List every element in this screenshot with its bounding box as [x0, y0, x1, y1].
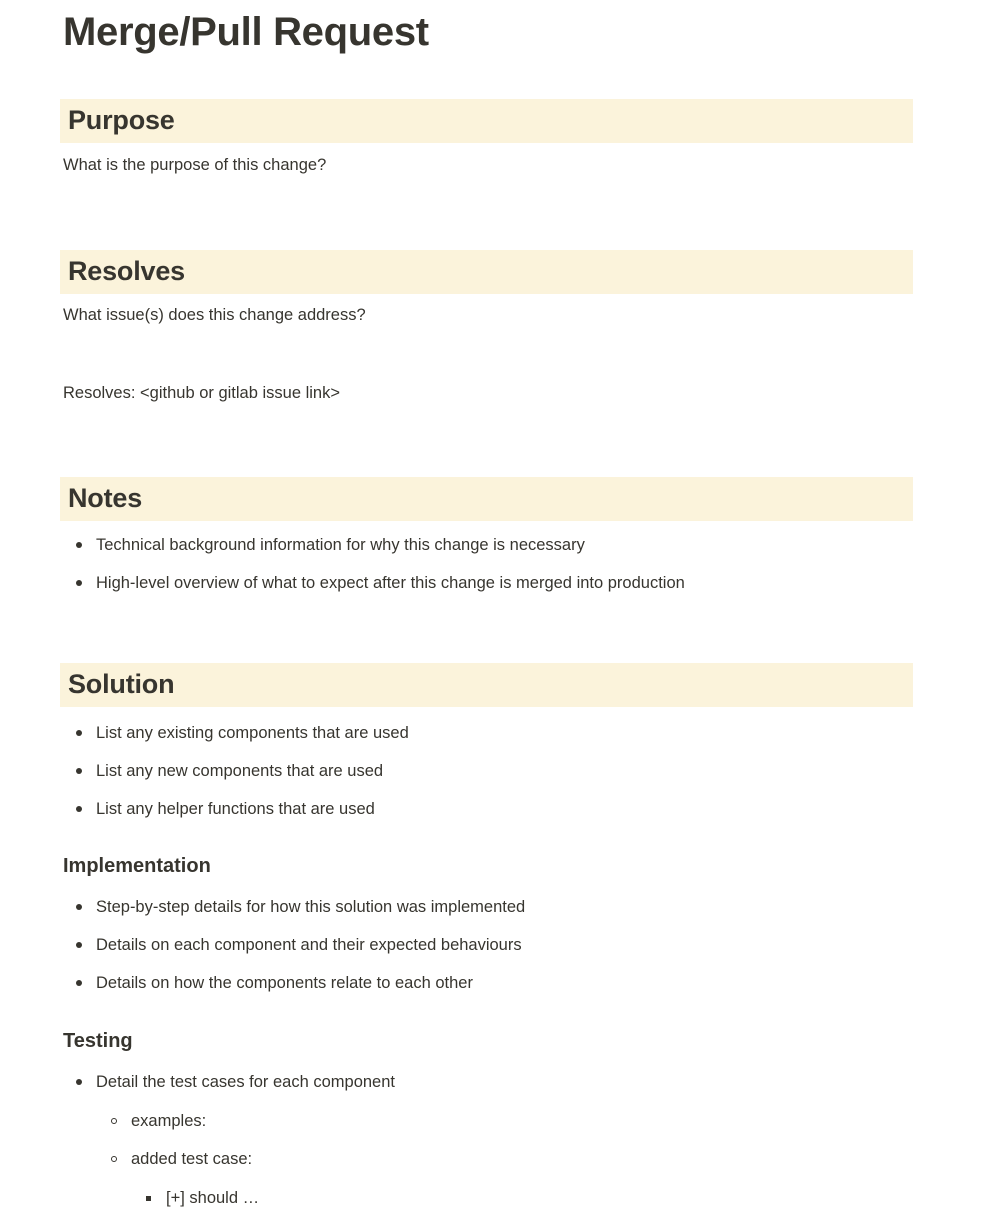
list-item: [131, 1140, 913, 1224]
list-item: [96, 1063, 913, 1231]
solution-list: [63, 714, 913, 828]
list-item-text: [+] should …: [166, 1189, 260, 1207]
list-item: Step-by-step details for how this solution was implemented: [96, 888, 913, 926]
section-resolves: [60, 250, 913, 405]
solution-heading: Solution: [60, 663, 913, 707]
list-item: List any new components that are used: [96, 752, 913, 790]
section-purpose: [60, 99, 913, 177]
list-item-text: Detail the test cases for each component: [96, 1073, 395, 1091]
page-title: Merge/Pull Request: [63, 10, 429, 54]
testing-sublist: [96, 1102, 913, 1224]
resolves-prompt: What issue(s) does this change address?: [63, 306, 366, 324]
purpose-prompt: What is the purpose of this change?: [63, 156, 327, 174]
implementation-heading: Implementation: [63, 855, 211, 877]
section-notes: [60, 477, 913, 602]
list-item: List any existing components that are used: [96, 714, 913, 752]
testing-subsublist: [131, 1179, 913, 1217]
list-item: High-level overview of what to expect after this change is merged into production: [96, 564, 913, 602]
list-item-text: examples:: [131, 1112, 207, 1130]
list-item-text: added test case:: [131, 1150, 253, 1168]
notes-list: [63, 526, 913, 602]
resolves-template-line: Resolves: <github or gitlab issue link>: [63, 384, 340, 402]
list-item: List any helper functions that are used: [96, 790, 913, 828]
resolves-heading: Resolves: [60, 250, 913, 294]
purpose-heading: Purpose: [60, 99, 913, 143]
implementation-list: [63, 888, 913, 1002]
testing-heading: Testing: [63, 1030, 133, 1052]
list-item: Details on how the components relate to each other: [96, 964, 913, 1002]
list-item: Details on each component and their expected behaviours: [96, 926, 913, 964]
list-item: [166, 1179, 913, 1217]
list-item: Technical background information for why this change is necessary: [96, 526, 913, 564]
list-item: [131, 1102, 913, 1140]
document: [60, 0, 913, 1231]
notes-heading: Notes: [60, 477, 913, 521]
testing-list: [63, 1063, 913, 1231]
section-solution: [60, 663, 913, 1231]
